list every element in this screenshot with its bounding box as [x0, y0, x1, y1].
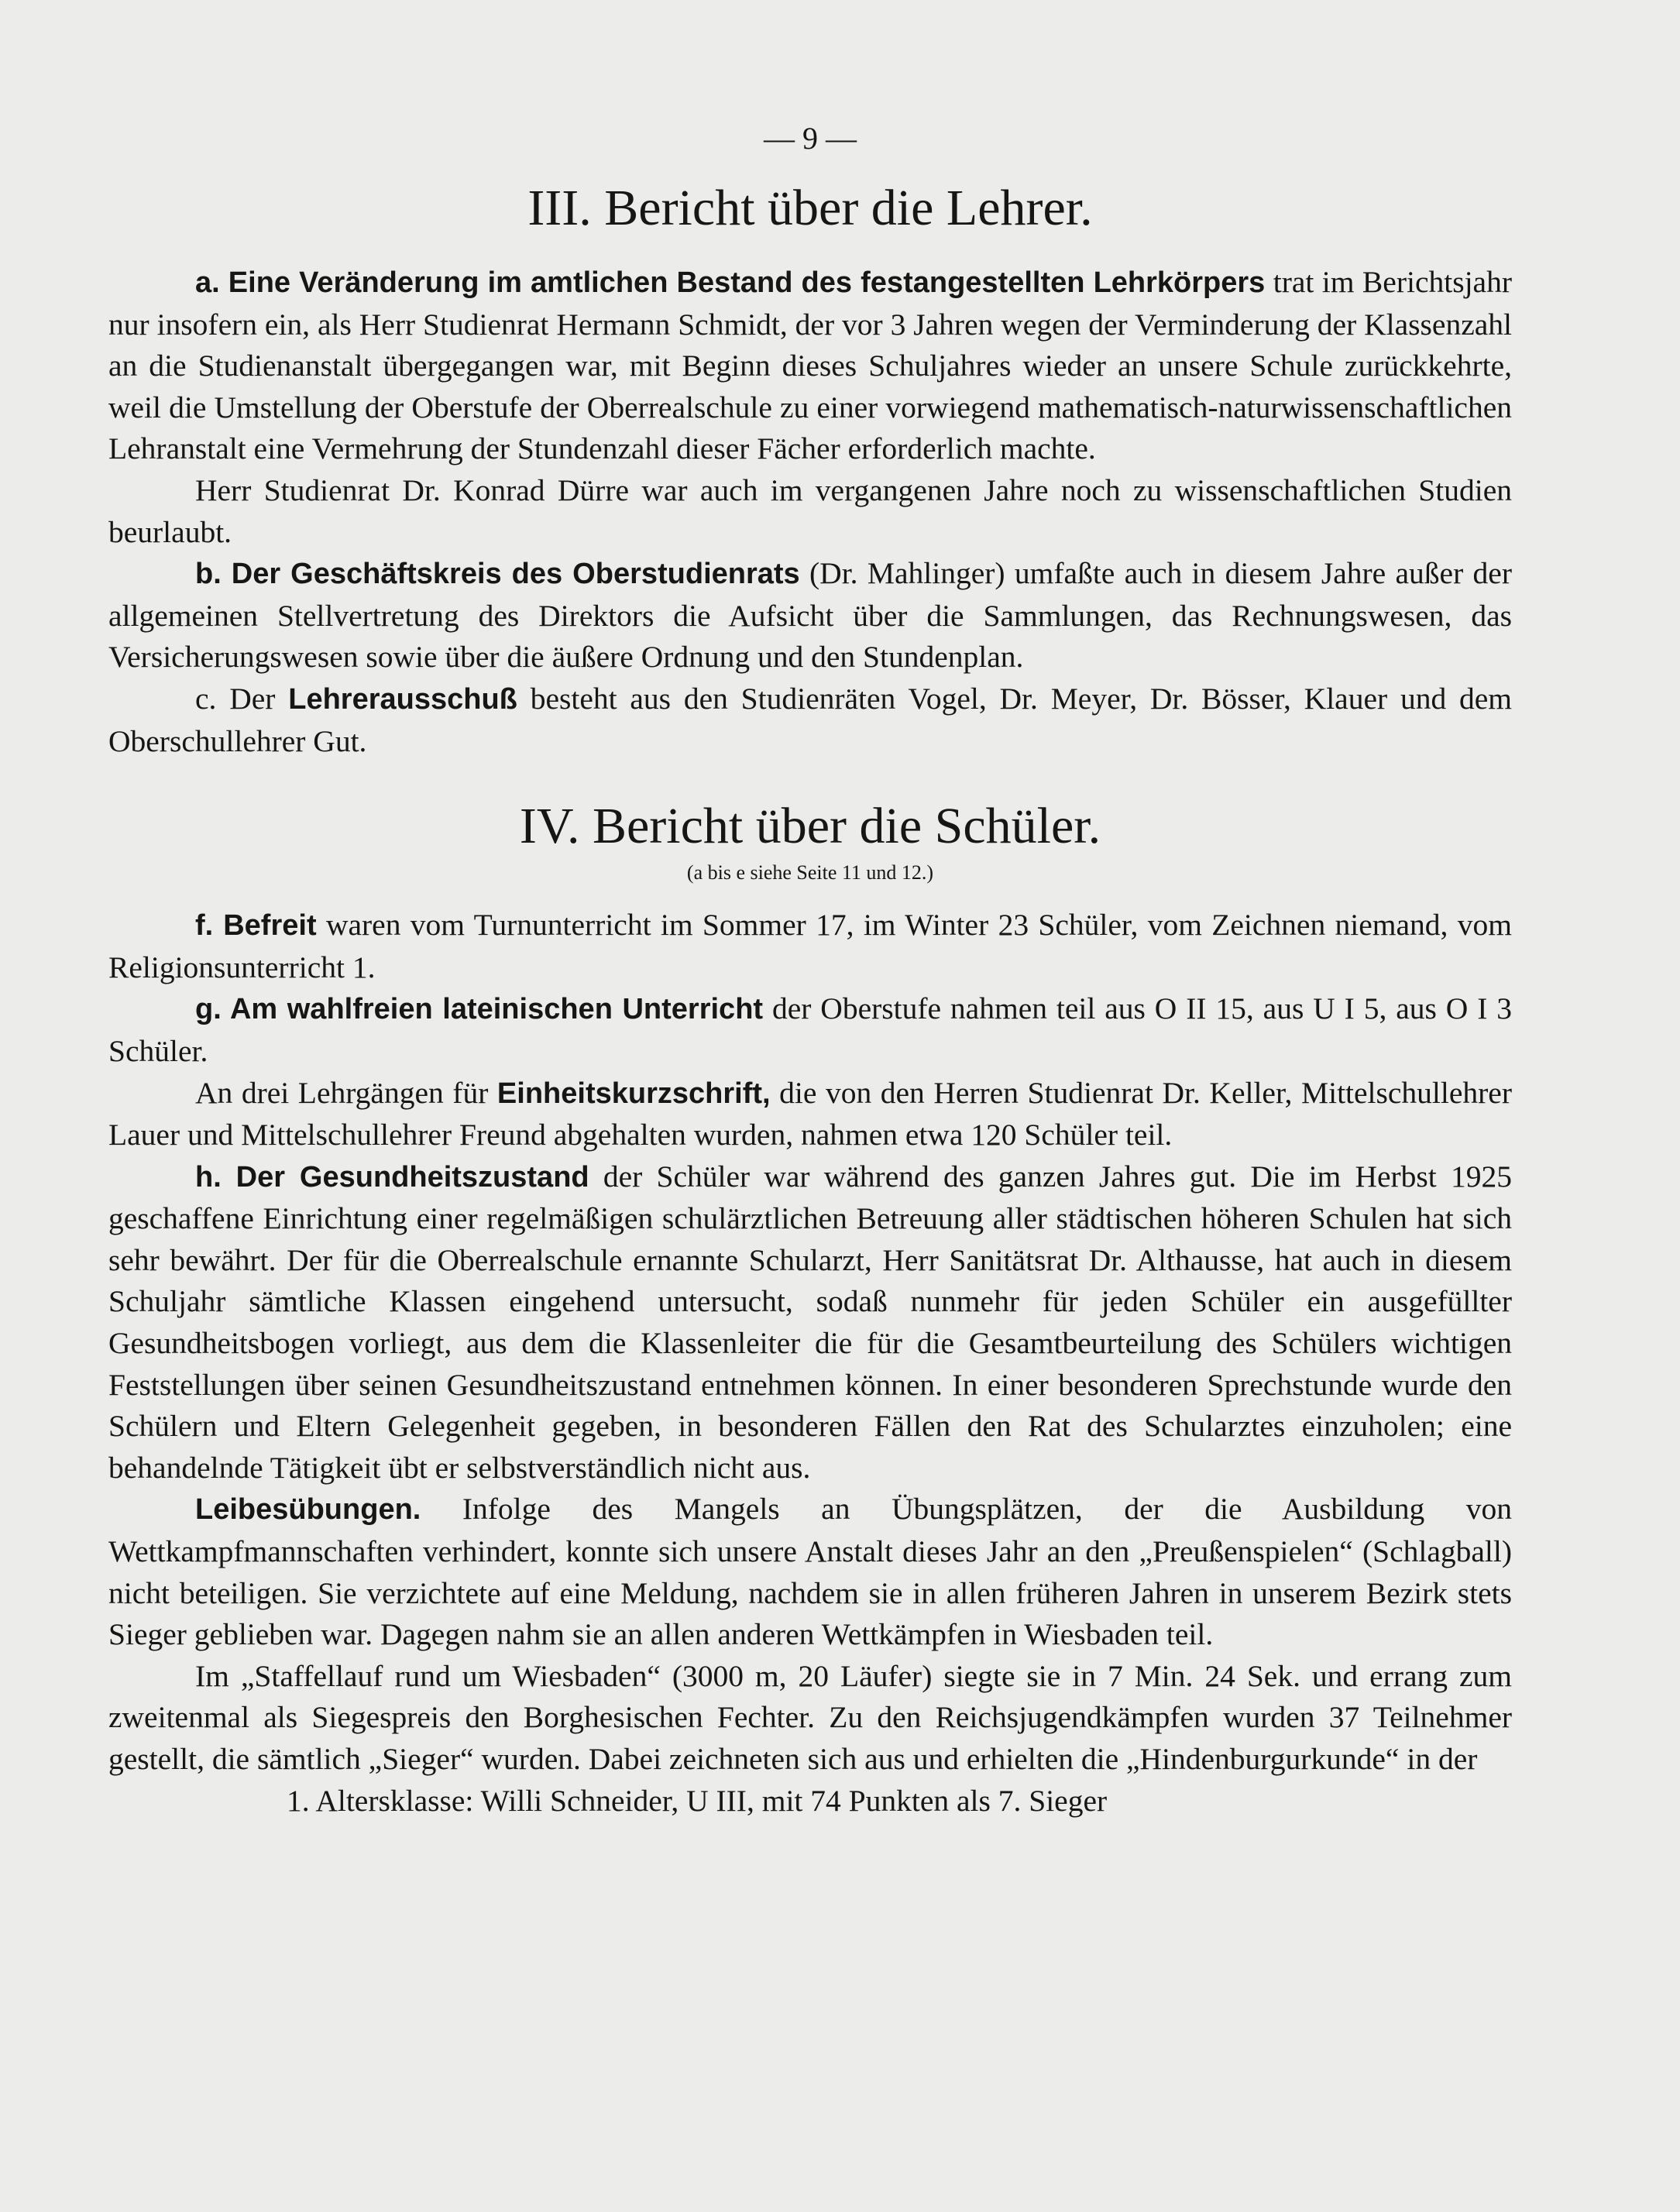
paragraph-b-label: b. Der Geschäftskreis des Oberstudienrats	[195, 558, 800, 591]
paragraph-h-text: der Schüler war während des ganzen Jahres gut. Die im Herbst 1925 geschaffene Einrichtung einer regelmäßigen schulärztlichen Betreuung aller städtischen höheren Schulen hat sich sehr bewährt. Der für die Oberrealschule ernannte Schularzt, Herr Sanitätsrat Dr. Althausse, hat auch in diesem Schuljahr sämtliche Klassen eingehend untersucht, sodaß nunmehr für jeden Schüler ein ausgefüllter Gesundheitsbogen vorliegt, aus dem die Klassenleiter die für die Gesamtbeurteilung des Schülers wichtigen Feststellungen über seinen Gesundheitszustand entnehmen können. In einer besonderen Sprechstunde wurde den Schülern und Eltern Gelegenheit gegeben, in besonderen Fällen den Rat des Schularztes einzuholen; eine behandelnde Tätigkeit übt er selbstverständlich nicht aus.	[108, 1159, 1512, 1485]
paragraph-c-label: Lehrerausschuß	[288, 682, 517, 716]
paragraph-a-text: trat im Berichtsjahr nur insofern ein, als Herr Studienrat Hermann Schmidt, der vor 3 Jahren wegen der Verminderung der Klassenzahl an die Studienanstalt übergegangen war, mit Beginn dieses Schuljahres wieder an unsere Schule zurückkehrte, weil die Umstellung der Oberstufe der Oberrealschule zu einer vorwiegend mathematisch-naturwissenschaftlichen Lehranstalt eine Vermehrung der Stundenzahl dieser Fächer erforderlich machte.	[108, 265, 1512, 466]
paragraph-g2	[108, 1073, 1512, 1156]
paragraph-g-label: g. Am wahlfreien lateinischen Unterricht	[195, 993, 764, 1026]
section-title-students: IV. Bericht über die Schüler.	[519, 798, 1101, 855]
paragraph-g2-label: Einheitskurzschrift,	[496, 1077, 771, 1110]
paragraph-sports-label: Leibesübungen.	[195, 1493, 421, 1527]
paragraph-sports	[108, 1489, 1512, 1655]
section-subtitle: (a bis e siehe Seite 11 und 12.)	[686, 861, 934, 884]
paragraph-h	[108, 1156, 1512, 1489]
paragraph-b-text: (Dr. Mahlinger) umfaßte auch in diesem Jahre außer der allgemeinen Stellvertretung des Direktors die Aufsicht über die Sammlungen, das Rechnungswesen, das Versicherungswesen sowie über die äußere Ordnung und den Stundenplan.	[108, 556, 1512, 675]
paragraph-g-text: der Oberstufe nahmen teil aus O II 15, aus U I 5, aus O I 3 Schüler.	[108, 991, 1513, 1068]
paragraph-g2-text: die von den Herren Studienrat Dr. Keller, Mittelschullehrer Lauer und Mittelschullehrer Freund abgehalten wurden, nahmen etwa 120 Schüler teil.	[108, 1075, 1512, 1152]
paragraph-a	[108, 262, 1512, 470]
paragraph-a2: Herr Studienrat Dr. Konrad Dürre war auch im vergangenen Jahre noch zu wissenschaftlichen Studien beurlaubt.	[108, 472, 1512, 549]
page-number: — 9 —	[764, 121, 857, 156]
paragraph-c-text: besteht aus den Studienräten Vogel, Dr. Meyer, Dr. Bösser, Klauer und dem Oberschullehrer Gut.	[108, 681, 1512, 758]
paragraph-c	[108, 678, 1512, 762]
paragraph-f-text: waren vom Turnunterricht im Sommer 17, im Winter 23 Schüler, vom Zeichnen niemand, vom Religionsunterricht 1.	[108, 908, 1512, 984]
paragraph-b	[108, 553, 1512, 678]
paragraph-h-label: h. Der Gesundheitszustand	[195, 1160, 589, 1194]
paragraph-g2-prefix: An drei Lehrgängen für	[195, 1075, 497, 1110]
paragraph-sports-text: Infolge des Mangels an Übungsplätzen, der die Ausbildung von Wettkampfmannschaften verhindert, konnte sich unsere Anstalt dieses Jahr an den „Preußenspielen“ (Schlagball) nicht beteiligen. Sie verzichtete auf eine Meldung, nachdem sie in allen früheren Jahren in unserem Bezirk stets Sieger geblieben war. Dagegen nahm sie an allen anderen Wettkämpfen in Wiesbaden teil.	[108, 1492, 1512, 1652]
paragraph-c-prefix: c. Der	[195, 681, 289, 716]
paragraph-a-label: a. Eine Veränderung im amtlichen Bestand des festangestellten Lehrkörpers	[195, 266, 1266, 299]
closing-line: 1. Altersklasse: Willi Schneider, U III, mit 74 Punkten als 7. Sieger	[287, 1783, 1108, 1818]
paragraph-relay: Im „Staffellauf rund um Wiesbaden“ (3000 m, 20 Läufer) siegte sie in 7 Min. 24 Sek. und errang zum zweitenmal als Siegespreis den Borghesischen Fechter. Zu den Reichsjugendkämpfen wurden 37 Teilnehmer gestellt, die sämtlich „Sieger“ wurden. Dabei zeichneten sich aus und erhielten die „Hindenburgurkunde“ in der	[108, 1658, 1512, 1776]
section-title-teachers: III. Bericht über die Lehrer.	[527, 180, 1093, 236]
paragraph-f-label: f. Befreit	[195, 909, 317, 943]
paragraph-g	[108, 988, 1512, 1072]
paragraph-f	[108, 905, 1512, 988]
